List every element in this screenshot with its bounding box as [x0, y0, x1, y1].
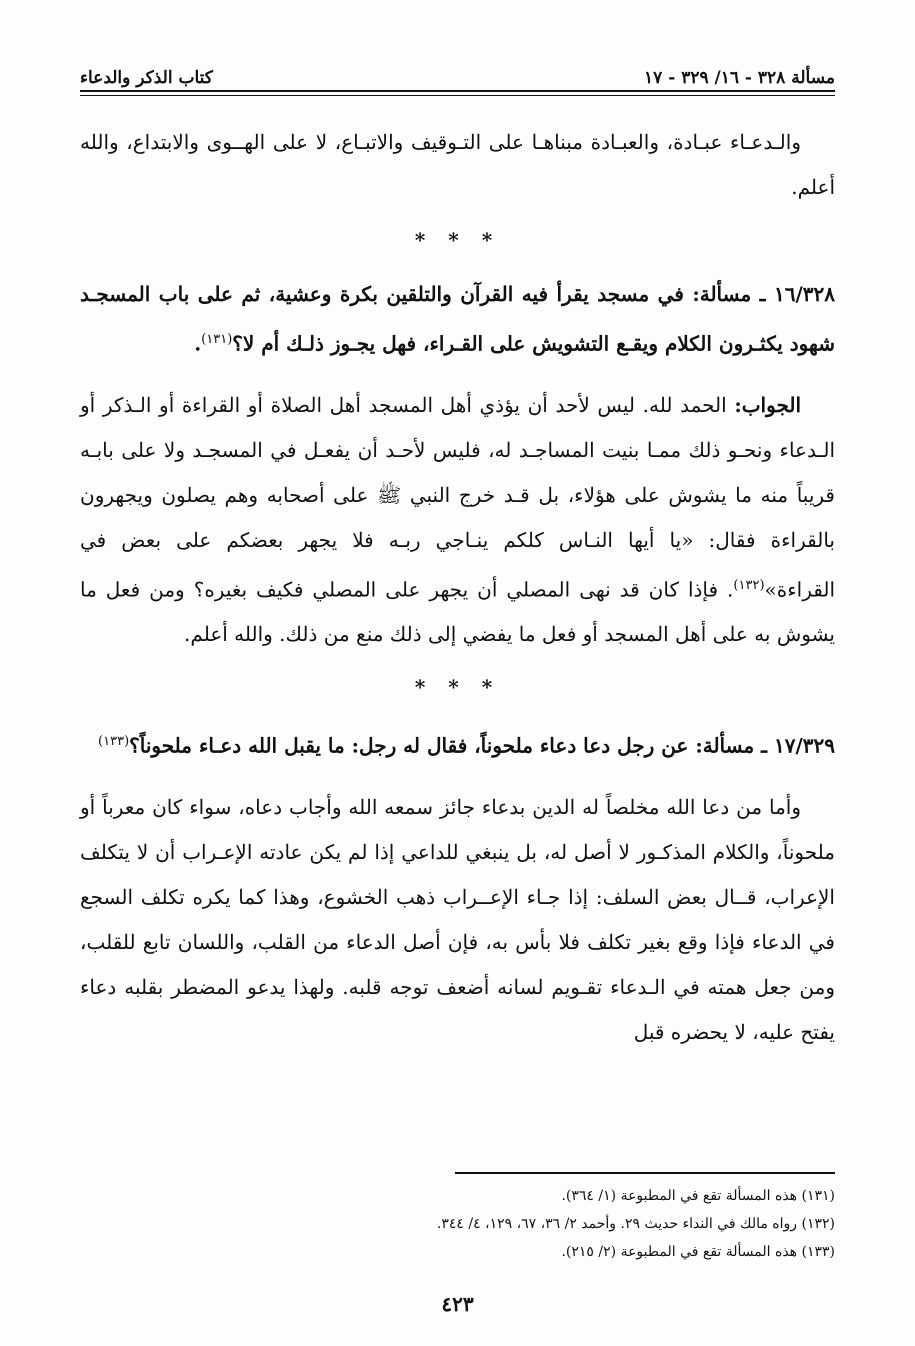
question-328-number: ١٦/٣٢٨ ـ مسألة: [692, 282, 835, 306]
question-328: ١٦/٣٢٨ ـ مسألة: في مسجد يقرأ فيه القرآن والتلقين بكرة وعشية، ثم على باب المسجـد شهود يكثـرون الكلام ويقـع التشويش على القـراء، فهل يجـوز ذلـك أم لا؟$^{(١٣١)}$. [80, 282, 835, 356]
question-329 [80, 719, 835, 769]
footnote-133: (١٣٣) هذه المسألة تقع في المطبوعة (٢/ ٢١٥). [561, 1244, 835, 1260]
answer-328 [80, 383, 835, 658]
section-separator: * * * [414, 228, 501, 252]
answer-328-text-b: . فإذا كان قد نهى المصلي أن يجهر على المصلي فكيف بغيره؟ ومن فعل ما يشوش به على أهل المسجد أو فعل ما يفضي إلى ذلك منع من ذلك. والله أعلم. [80, 577, 835, 647]
answer-329: وأما من دعا الله مخلصاً له الدين بدعاء جائز سمعه الله وأجاب دعاه، سواء كان معرباً أو ملحوناً، والكلام المذكـور لا أصل له، بل ينبغي للداعي إذا لم يكن عادته الإعـراب أن لا يتكلف الإعراب، قــال بعض السلف: إذا جـاء الإعــراب ذهب الخشوع، وهذا كما يكره تكلف السجع في الدعاء فإذا وقع بغير تكلف فلا بأس به، فإن أصل الدعاء من القلب، واللسان تابع للقلب، ومن جعل همته في الـدعاء تقـويم لسانه أضعف توجه قلبه. ولهذا يدعو المضطر بقلبه دعاء يفتح عليه، لا يحضره قبل [80, 794, 835, 1044]
intro-paragraph: والـدعـاء عبـادة، والعبـادة مبناهـا على التـوقيف والاتبـاع، لا على الهــوى والابتداع، والله أعلم. [80, 130, 835, 199]
footnotes [80, 1172, 835, 1266]
answer-label: الجواب: [734, 392, 802, 417]
footnote-ref-131: (١٣١) [201, 332, 233, 347]
main-text [80, 120, 835, 1055]
spacer [80, 367, 835, 383]
spacer-2 [80, 769, 835, 785]
running-header [80, 58, 835, 88]
answer-328-text-a: الحمد لله. ليس لأحد أن يؤذي أهل المسجد أهل الصلاة أو القراءة أو الـذكر أو الـدعاء ونحـو ذلك ممـا بنيت المساجـد له، فليس لأحـد أن يفعـل في المسجـد ولا على بابـه قريباً منه ما يشوش على هؤلاء، بل قـد خرج النبي ﷺ على أصحابه وهم يصلون ويجهرون بالقراءة فقال: «يا أيها النـاس كلكم ينـاجي ربـه فلا يجهر بعضكم على بعض في القراءة» [80, 392, 835, 602]
question-329-number: ١٧/٣٢٩ ـ مسألة: [695, 733, 835, 758]
footnote-ref-132: (١٣٢) [733, 577, 765, 593]
footnote-132: (١٣٢) رواه مالك في النداء حديث ٢٩. وأحمد ٢/ ٣٦، ٦٧، ١٢٩، ٤/ ٣٤٤. [436, 1216, 835, 1232]
page-number: ٤٢٣ [441, 1292, 474, 1316]
question-328-text: في مسجد يقرأ فيه القرآن والتلقين بكرة وعشية، ثم على باب المسجـد شهود يكثـرون الكلام ويقـع التشويش على القـراء، فهل يجـوز ذلـك أم لا؟ [80, 282, 835, 356]
header-rule-thin [80, 95, 835, 96]
footnote-131: (١٣١) هذه المسألة تقع في المطبوعة (١/ ٣٦٤). [561, 1188, 835, 1204]
question-329-text: عن رجل دعا دعاء ملحوناً، فقال له رجل: ما يقبل الله دعـاء ملحوناً؟ [129, 733, 689, 758]
header-rule-thick [80, 90, 835, 92]
footnote-rule [455, 1172, 835, 1174]
section-separator-2: * * * [414, 675, 501, 700]
book-page [80, 0, 835, 1346]
header-issue-range: مسألة ٣٢٨ - ١٦/ ٣٢٩ - ١٧ [644, 68, 835, 88]
footnote-ref-133: (١٣٣) [98, 734, 130, 750]
header-book-title: كتاب الذكر والدعاء [80, 68, 213, 88]
